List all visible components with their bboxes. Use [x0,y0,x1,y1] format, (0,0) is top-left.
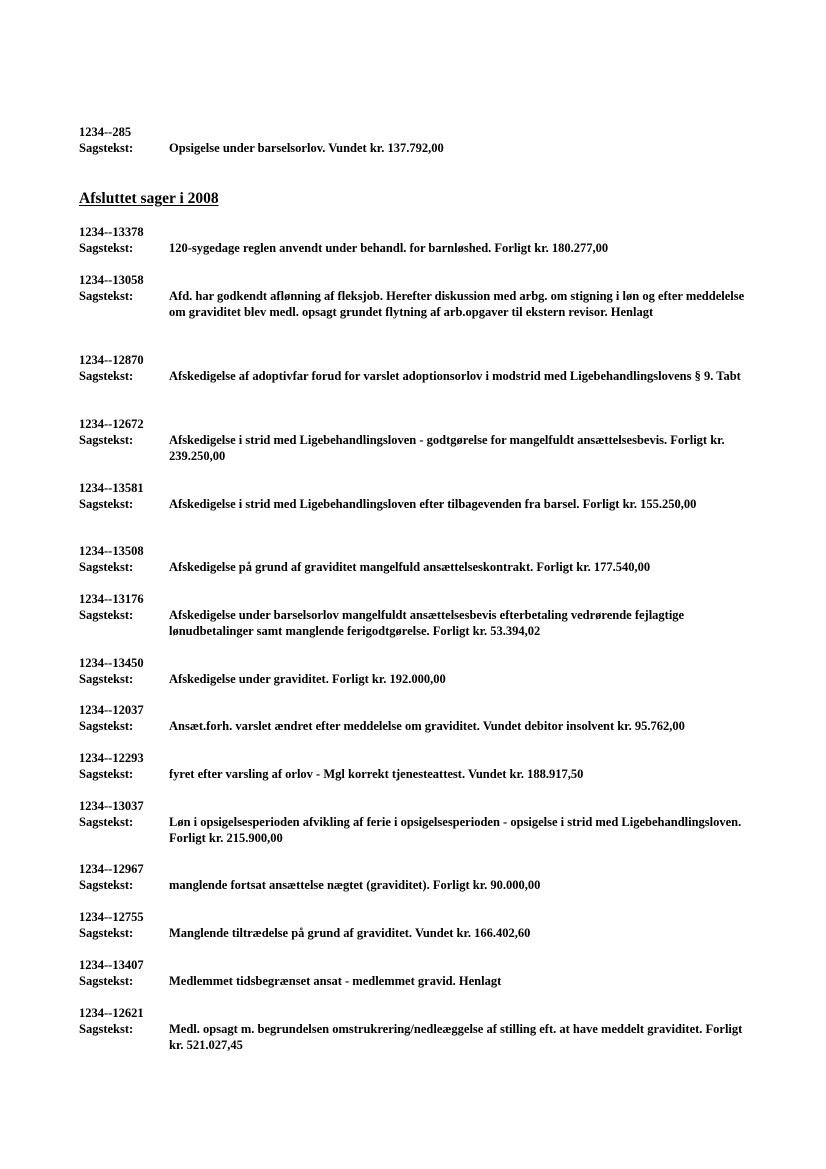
case-entry [79,798,759,846]
case-text: Opsigelse under barselsorlov. Vundet kr. 137.792,00 [169,141,444,155]
case-row [79,814,759,846]
case-text-label: Sagstekst: [79,767,134,781]
case-text-label: Sagstekst: [79,1022,134,1036]
case-text-label: Sagstekst: [79,608,134,622]
case-row [79,496,759,512]
case-entry [79,591,759,639]
case-text: fyret efter varsling af orlov - Mgl korrekt tjenesteattest. Vundet kr. 188.917,50 [169,767,584,781]
case-text-label: Sagstekst: [79,497,134,511]
case-text: Afskedigelse på grund af graviditet mangelfuld ansættelseskontrakt. Forligt kr. 177.540,00 [169,560,651,574]
case-text-label: Sagstekst: [79,560,134,574]
case-text-label: Sagstekst: [79,369,134,383]
case-row [79,559,759,575]
case-number: 1234--13407 [79,958,144,972]
case-text: Manglende tiltrædelse på grund af graviditet. Vundet kr. 166.402,60 [169,926,531,940]
case-entry [79,224,759,256]
case-number: 1234--13581 [79,481,144,495]
case-row [79,607,759,639]
case-row [79,240,759,256]
case-text-label: Sagstekst: [79,815,134,829]
case-text-label: Sagstekst: [79,433,134,447]
case-entry [79,655,759,687]
case-number: 1234--285 [79,125,132,139]
case-row [79,766,759,782]
case-entry [79,352,759,384]
case-number: 1234--12293 [79,751,144,765]
section-heading: Afsluttet sager i 2008 [79,190,219,207]
case-text: Løn i opsigelsesperioden afvikling af ferie i opsigelsesperioden - opsigelse i strid med Ligebehandlingsloven. Forligt kr. 215.900,00 [169,815,742,845]
case-number: 1234--13037 [79,799,144,813]
case-entry [79,909,759,941]
case-text-label: Sagstekst: [79,289,134,303]
case-row [79,973,759,989]
case-number: 1234--12672 [79,417,144,431]
case-text: manglende fortsat ansættelse nægtet (graviditet). Forligt kr. 90.000,00 [169,878,541,892]
case-row [79,288,759,320]
case-text: Afskedigelse i strid med Ligebehandlingsloven efter tilbagevenden fra barsel. Forligt kr. 155.250,00 [169,497,697,511]
case-entry [79,750,759,782]
case-number: 1234--12621 [79,1006,144,1020]
case-number: 1234--12870 [79,353,144,367]
case-text: Medl. opsagt m. begrundelsen omstrukrering/nedleæggelse af stilling eft. at have meddelt graviditet. Forligt kr. 521.027,45 [169,1022,743,1052]
case-entry [79,543,759,575]
case-entry [79,861,759,893]
case-number: 1234--13058 [79,273,144,287]
case-text: Medlemmet tidsbegrænset ansat - medlemmet gravid. Henlagt [169,974,502,988]
case-number: 1234--13450 [79,656,144,670]
case-text-label: Sagstekst: [79,241,134,255]
case-text-label: Sagstekst: [79,878,134,892]
case-number: 1234--13176 [79,592,144,606]
case-number: 1234--12967 [79,862,144,876]
case-row [79,368,759,384]
case-number: 1234--13378 [79,225,144,239]
case-text-label: Sagstekst: [79,672,134,686]
case-entry [79,272,759,320]
case-number: 1234--13508 [79,544,144,558]
case-entry [79,480,759,512]
case-row [79,925,759,941]
case-row [79,671,759,687]
case-text: 120-sygedage reglen anvendt under behandl. for barnløshed. Forligt kr. 180.277,00 [169,241,609,255]
case-number: 1234--12755 [79,910,144,924]
case-text-label: Sagstekst: [79,141,134,155]
case-text: Afskedigelse af adoptivfar forud for varslet adoptionsorlov i modstrid med Ligebehandlingslovens § 9. Tabt [169,369,741,383]
case-text: Afskedigelse under graviditet. Forligt kr. 192.000,00 [169,672,446,686]
case-row [79,718,759,734]
case-text: Ansæt.forh. varslet ændret efter meddelelse om graviditet. Vundet debitor insolvent kr. 95.762,00 [169,719,685,733]
case-text: Afd. har godkendt aflønning af fleksjob. Herefter diskussion med arbg. om stigning i løn og efter meddelelse om graviditet blev medl. opsagt grundet flytning af arb.opgaver til ekstern revisor. Henlagt [169,289,745,319]
case-row [79,1021,759,1053]
case-entry [79,1005,759,1053]
case-text-label: Sagstekst: [79,719,134,733]
case-entry [79,957,759,989]
case-row [79,877,759,893]
case-entry [79,702,759,734]
case-text-label: Sagstekst: [79,974,134,988]
case-row [79,432,759,464]
case-entry-intro [79,124,759,156]
case-row [79,140,759,156]
case-text: Afskedigelse i strid med Ligebehandlingsloven - godtgørelse for mangelfuldt ansættelsesbevis. Forligt kr. 239.250,00 [169,433,725,463]
case-entry [79,416,759,464]
case-number: 1234--12037 [79,703,144,717]
case-text-label: Sagstekst: [79,926,134,940]
case-text: Afskedigelse under barselsorlov mangelfuldt ansættelsesbevis efterbetaling vedrørende fejlagtige lønudbetalinger samt manglende ferigodtgørelse. Forligt kr. 53.394,02 [169,608,685,638]
